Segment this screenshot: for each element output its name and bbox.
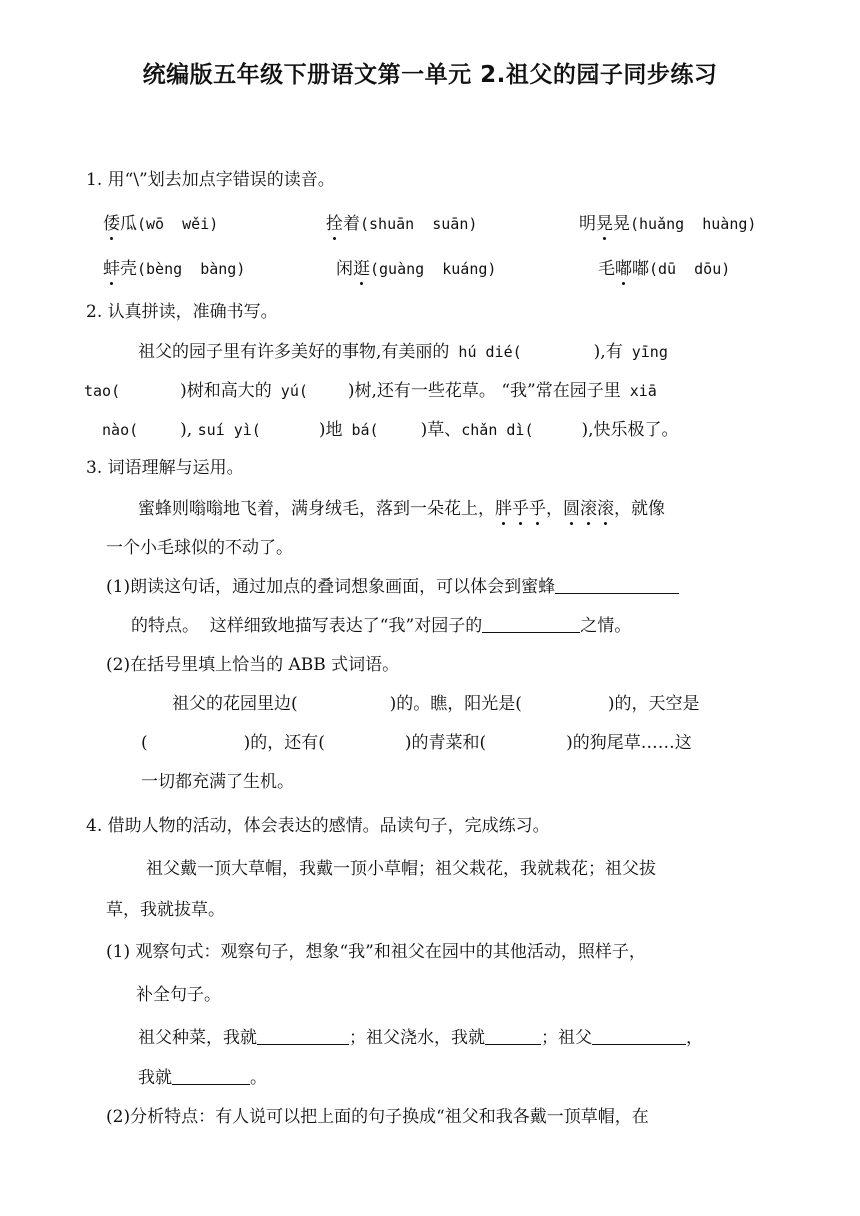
q1-item-4: 蚌壳(bèng bàng) <box>103 259 246 279</box>
q2-line-1: 祖父的园子里有许多美好的事物,有美丽的 hú dié( ),有 yīng <box>138 342 668 362</box>
q3-sub2: (2)在括号里填上恰当的 ABB 式词语。 <box>106 655 400 675</box>
q4-sub1-line-2: 补全句子。 <box>136 985 221 1005</box>
q4-sub1-line-1: (1) 观察句式：观察句子，想象“我”和祖父在园中的其他活动，照样子， <box>106 942 646 962</box>
answer-blank[interactable] <box>482 615 580 633</box>
q3-sub1-line-1: (1)朗读这句话，通过加点的叠词想象画面，可以体会到蜜蜂 <box>106 575 679 599</box>
q3-passage-line-1: 蜜蜂则嗡嗡地飞着，满身绒毛，落到一朵花上，胖乎乎，圆滚滚，就像 <box>138 499 665 519</box>
q1-item-1: 倭瓜(wō wěi) <box>103 214 219 234</box>
q2-line-3: nào( ), suí yì( )地 bá( )草、chǎn dì( ),快乐极了。 <box>93 420 679 440</box>
q1-heading: 1. 用“\”划去加点字错误的读音。 <box>86 170 335 190</box>
page-title: 统编版五年级下册语文第一单元 2.祖父的园子同步练习 <box>142 62 718 88</box>
q3-passage-line-2: 一个小毛球似的不动了。 <box>106 538 293 558</box>
q3-fill-line-3: 一切都充满了生机。 <box>141 772 294 792</box>
q2-line-2: tao( )树和高大的 yú( )树,还有一些花草。 “我”常在园子里 xiā <box>84 381 657 401</box>
q3-fill-line-2: ( )的，还有( )的青菜和( )的狗尾草……这 <box>141 733 692 753</box>
answer-blank[interactable] <box>485 1027 541 1045</box>
q4-passage-line-1: 祖父戴一顶大草帽，我戴一顶小草帽；祖父栽花，我就栽花；祖父拔 <box>146 859 656 879</box>
q1-item-5: 闲逛(guàng kuáng) <box>336 259 497 279</box>
q1-item-3: 明晃晃(huǎng huàng) <box>579 214 757 234</box>
q4-fill-line-1: 祖父种菜，我就 ；祖父浇水，我就 ；祖父 ， <box>138 1028 703 1048</box>
answer-blank[interactable] <box>172 1067 250 1085</box>
q3-heading: 3. 词语理解与运用。 <box>86 458 244 478</box>
answer-blank[interactable] <box>555 576 679 594</box>
q1-item-2: 拴着(shuān suān) <box>326 214 478 234</box>
q4-passage-line-2: 草，我就拔草。 <box>106 900 225 920</box>
q2-heading: 2. 认真拼读，准确书写。 <box>86 302 278 322</box>
q4-heading: 4. 借助人物的活动，体会表达的感情。品读句子，完成练习。 <box>86 816 550 836</box>
q4-fill-line-2: 我就 。 <box>138 1068 267 1088</box>
answer-blank[interactable] <box>257 1027 349 1045</box>
q3-fill-line-1: 祖父的花园里边( )的。瞧，阳光是( )的，天空是 <box>172 694 700 714</box>
q3-sub1-line-2: 的特点。 这样细致地描写表达了“我”对园子的 之情。 <box>131 616 632 636</box>
q4-sub2: (2)分析特点：有人说可以把上面的句子换成“祖父和我各戴一顶草帽，在 <box>106 1107 649 1127</box>
answer-blank[interactable] <box>592 1027 686 1045</box>
q1-item-6: 毛嘟嘟(dū dōu) <box>598 259 731 279</box>
